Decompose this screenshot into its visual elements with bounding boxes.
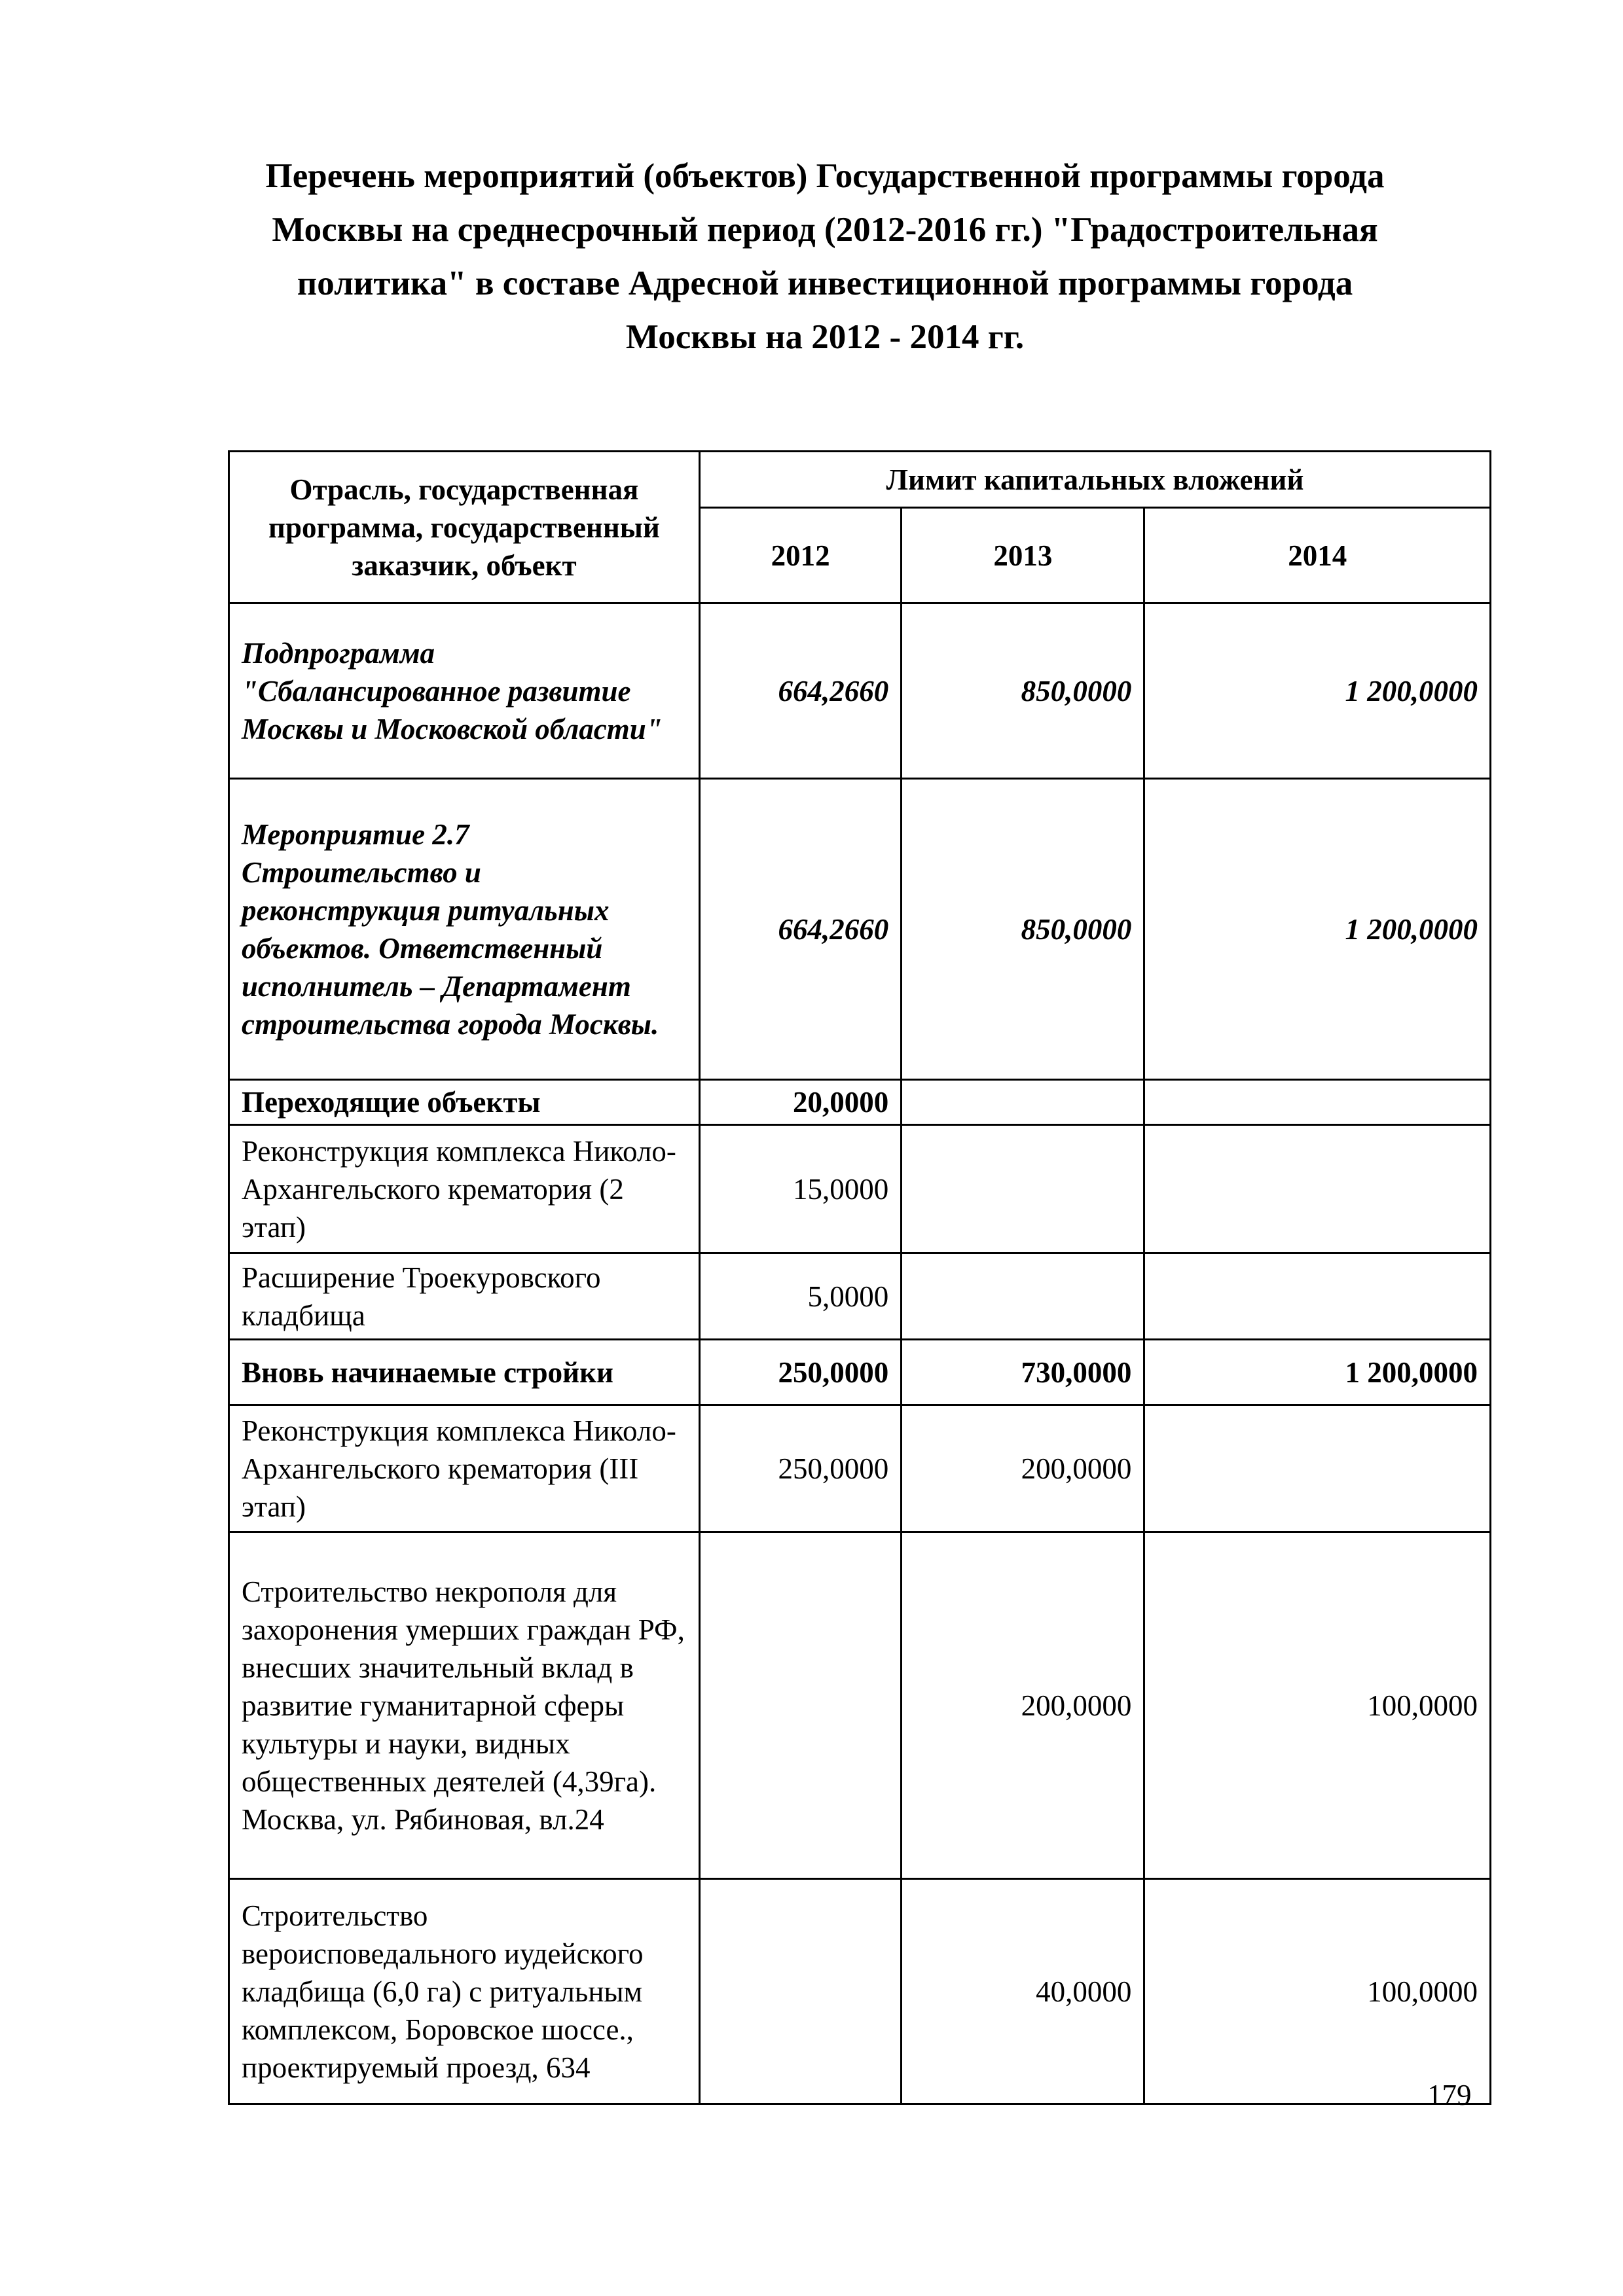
- value-2012: 664,2660: [699, 779, 901, 1080]
- value-2012: 250,0000: [699, 1405, 901, 1532]
- row-name: Строительство некрополя для захоронения умерших граждан РФ, внесших значительный вклад в развитие гуманитарной сферы культуры и науки, видных общественных деятелей (4,39га). Москва, ул. Рябиновая, вл.24: [229, 1532, 700, 1879]
- table-row: [229, 1405, 1491, 1532]
- value-2013: 200,0000: [902, 1532, 1144, 1879]
- value-2012: 250,0000: [699, 1340, 901, 1405]
- title-line: политика" в составе Адресной инвестиционной программы города: [297, 264, 1353, 302]
- header-year-2014: 2014: [1144, 508, 1491, 603]
- value-2013: 730,0000: [902, 1340, 1144, 1405]
- row-name: Реконструкция комплекса Николо-Архангельского крематория (2 этап): [229, 1125, 700, 1253]
- table-row-event: [229, 779, 1491, 1080]
- header-year-2013: 2013: [902, 508, 1144, 603]
- title-line: Москвы на среднесрочный период (2012-2016 гг.) "Градостроительная: [272, 211, 1378, 249]
- row-name: Расширение Троекуровского кладбища: [229, 1253, 700, 1340]
- header-sector: Отрасль, государственная программа, государственный заказчик, объект: [229, 452, 700, 603]
- value-2014: 100,0000: [1144, 1532, 1491, 1879]
- value-2012: 20,0000: [699, 1080, 901, 1125]
- investment-table: [228, 450, 1491, 2105]
- title-line: Москвы на 2012 - 2014 гг.: [625, 318, 1025, 356]
- table-row: [229, 1253, 1491, 1340]
- row-name: Реконструкция комплекса Николо-Архангельского крематория (III этап): [229, 1405, 700, 1532]
- row-name: Переходящие объекты: [229, 1080, 700, 1125]
- row-name: Вновь начинаемые стройки: [229, 1340, 700, 1405]
- table-row-group: [229, 1340, 1491, 1405]
- table-row: [229, 1879, 1491, 2104]
- value-2012: 5,0000: [699, 1253, 901, 1340]
- table-row-group: [229, 1080, 1491, 1125]
- value-2014: 1 200,0000: [1144, 779, 1491, 1080]
- row-name: Строительство вероисповедального иудейского кладбища (6,0 га) с ритуальным комплексом, Боровское шоссе., проектируемый проезд, 634: [229, 1879, 700, 2104]
- value-2013: [902, 1253, 1144, 1340]
- title-line: Перечень мероприятий (объектов) Государственной программы города: [265, 157, 1385, 195]
- table-row: [229, 1125, 1491, 1253]
- value-2014: [1144, 1125, 1491, 1253]
- row-name: Подпрограмма "Сбалансированное развитие Москвы и Московской области": [229, 603, 700, 779]
- value-2014: 1 200,0000: [1144, 603, 1491, 779]
- value-2013: 200,0000: [902, 1405, 1144, 1532]
- value-2012: [699, 1532, 901, 1879]
- value-2012: [699, 1879, 901, 2104]
- value-2013: 850,0000: [902, 603, 1144, 779]
- value-2013: [902, 1080, 1144, 1125]
- value-2014: [1144, 1080, 1491, 1125]
- value-2012: 15,0000: [699, 1125, 901, 1253]
- value-2013: 40,0000: [902, 1879, 1144, 2104]
- table-row-subprogram: [229, 603, 1491, 779]
- document-title: [196, 149, 1453, 364]
- value-2013: [902, 1125, 1144, 1253]
- page-number: 179: [1427, 2079, 1472, 2111]
- value-2012: 664,2660: [699, 603, 901, 779]
- header-year-2012: 2012: [699, 508, 901, 603]
- row-name: Мероприятие 2.7 Строительство и реконструкция ритуальных объектов. Ответственный исполнитель – Департамент строительства города Москвы.: [229, 779, 700, 1080]
- header-capital-limit: Лимит капитальных вложений: [699, 452, 1490, 508]
- value-2014: [1144, 1253, 1491, 1340]
- value-2013: 850,0000: [902, 779, 1144, 1080]
- value-2014: 1 200,0000: [1144, 1340, 1491, 1405]
- value-2014: [1144, 1405, 1491, 1532]
- table-row: [229, 1532, 1491, 1879]
- value-2014: 100,0000: [1144, 1879, 1491, 2104]
